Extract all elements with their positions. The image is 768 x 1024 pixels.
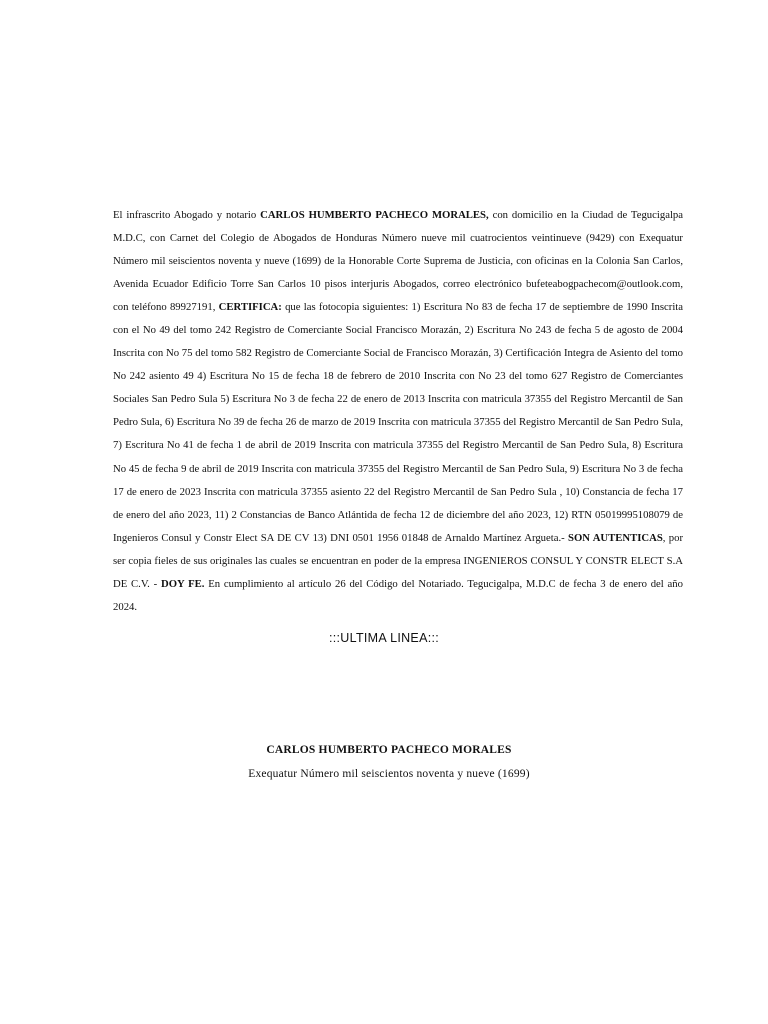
signature-exequatur: Exequatur Número mil seiscientos noventa y nueve (1699) bbox=[248, 768, 530, 780]
signature-name: CARLOS HUMBERTO PACHECO MORALES bbox=[266, 744, 512, 756]
paragraph-text-4: En cumplimiento al artículo 26 del Código del Notariado. Tegucigalpa, M.D.C de fecha 3 de enero del año 2024. bbox=[113, 577, 683, 613]
paragraph-text-1: con domicilio en la Ciudad de Tegucigalpa M.D.C, con Carnet del Colegio de Abogados de Honduras Número nueve mil cuatrocientos veintinueve (9429) con Exequatur Número mil seiscientos noventa y nueve (1699) de la Honorable Corte Suprema de Justicia, con oficinas en la Colonia San Carlos, Avenida Ecuador Edificio Torre San Carlos 10 pisos interjuris Abogados, correo electrónico bufeteabogpachecom@outlook.com, con teléfono 89927191, bbox=[113, 209, 684, 314]
paragraph-text-3: , por ser copia fieles de sus originales las cuales se encuentran en poder de la empresa INGENIEROS CONSUL Y CONSTR ELECT S.A DE C.V. - bbox=[113, 531, 684, 590]
certifica-label: CERTIFICA: bbox=[218, 301, 282, 314]
certification-paragraph bbox=[113, 204, 683, 619]
son-autenticas-label: SON AUTENTICAS bbox=[568, 531, 663, 544]
intro-text: El infrascrito Abogado y notario bbox=[113, 209, 261, 221]
closing-line: :::ULTIMA LINEA::: bbox=[328, 631, 440, 645]
notary-name: CARLOS HUMBERTO PACHECO MORALES, bbox=[260, 209, 489, 221]
doy-fe-label: DOY FE. bbox=[160, 577, 205, 590]
paragraph-text-2: que las fotocopia siguientes: 1) Escritura No 83 de fecha 17 de septiembre de 1990 Inscrita con el No 49 del tomo 242 Registro de Comerciante Social Francisco Morazán, 2) Escritura No 243 de fecha 5 de agosto de 2004 Inscrita con No 75 del tomo 582 Registro de Comerciante Social de Francisco Morazán, 3) Certificación Integra de Asiento del tomo No 242 asiento 49 4) Escritura No 15 de fecha 18 de febrero de 2010 Inscrita con No 23 del tomo 627 Registro de Comerciantes Sociales San Pedro Sula 5) Escritura No 3 de fecha 22 de enero de 2013 Inscrita con matricula 37355 del Registro Mercantil de San Pedro Sula, 6) Escritura No 39 de fecha 26 de marzo de 2019 Inscrita con matricula 37355 del Registro Mercantil de San Pedro Sula, 7) Escritura No 41 de fecha 1 de abril de 2019 Inscrita con matricula 37355 del Registro Mercantil de San Pedro Sula, 8) Escritura No 45 de fecha 9 de abril de 2019 Inscrita con matricula 37355 del Registro Mercantil de San Pedro Sula, 9) Escritura No 3 de fecha 17 de enero de 2023 Inscrita con matricula 37355 asiento 22 del Registro Mercantil de San Pedro Sula , 10) Constancia de fecha 17 de enero del año 2023, 11) 2 Constancias de Banco Atlántida de fecha 12 de diciembre del año 2023, 12) RTN 05019995108079 de Ingenieros Consul y Constr Elect SA DE CV 13) DNI 0501 1956 01848 de Arnaldo Martínez Argueta.- bbox=[113, 301, 683, 544]
